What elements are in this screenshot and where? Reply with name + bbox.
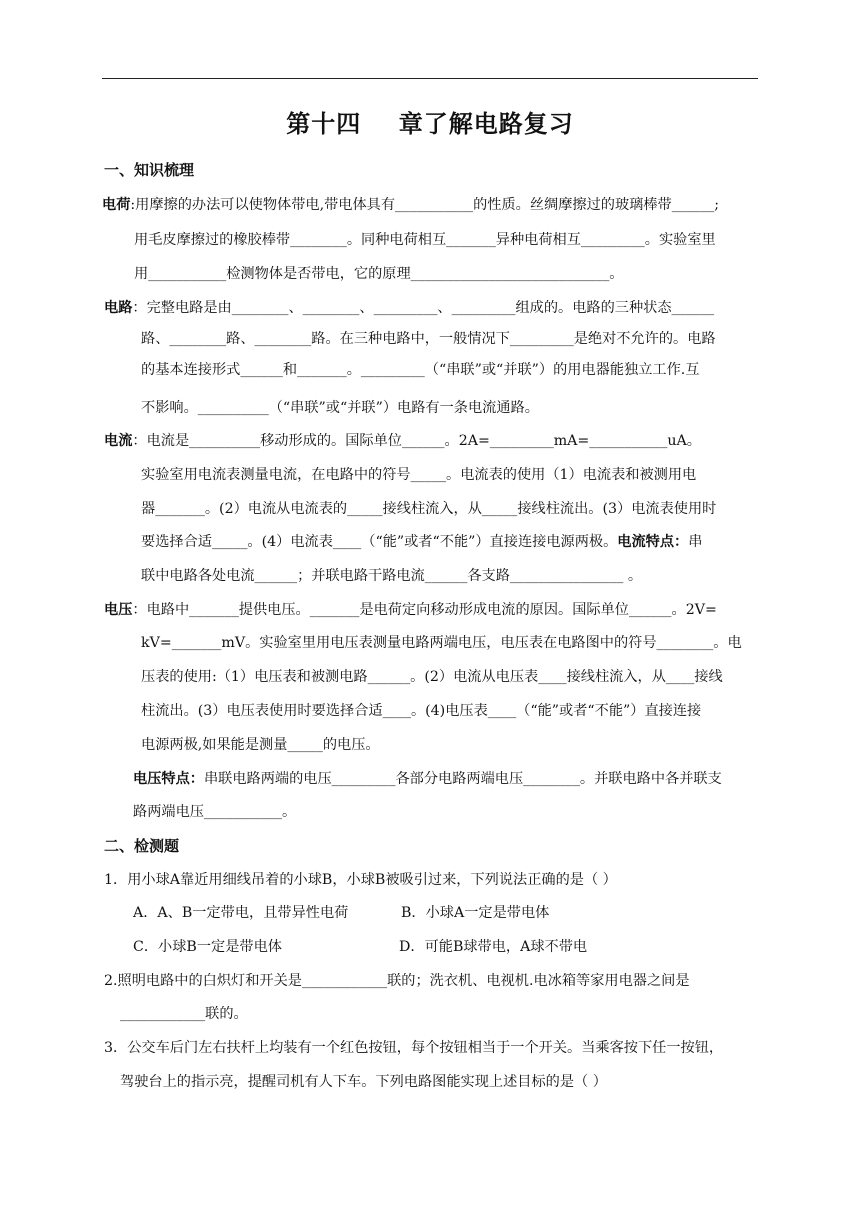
- section-heading: 二、检测题: [104, 837, 180, 855]
- paragraph-line: 电源两极,如果能是测量_____的电压。: [141, 737, 380, 753]
- paragraph-line: 联中电路各处电流______；并联电路干路电流______各支路________________ 。: [141, 568, 643, 584]
- paragraph-line: 路、________路、________路。在三种电路中，一般情况下_________是绝对不允许的。电路: [141, 331, 716, 347]
- term-label: 电压: [104, 602, 133, 618]
- paragraph-line: 压表的使用:（1）电压表和被测电路______。(2）电流从电压表____接线柱流入，从____接线: [141, 669, 723, 685]
- paragraph-line: 电流：电流是__________移动形成的。国际单位______。2A=_________mA=___________uA。: [104, 433, 701, 449]
- section-heading: 一、知识梳理: [104, 161, 195, 179]
- term-label: 电路: [104, 300, 133, 316]
- term-label: 电荷: [102, 197, 131, 213]
- header-rule: [102, 78, 758, 79]
- option-b: B．小球A一定是带电体: [401, 905, 550, 921]
- paragraph-line: 用___________检测物体是否带电，它的原理____________________________。: [134, 266, 624, 282]
- feature-label: 电压特点：: [133, 771, 204, 787]
- paragraph-line: 不影响。__________（“串联”或“并联”）电路有一条电流通路。: [141, 400, 539, 416]
- question-stem: 3．公交车后门左右扶杆上均装有一个红色按钮，每个按钮相当于一个开关。当乘客按下任一按钮，: [104, 1040, 724, 1056]
- option-a: A．A、B一定带电，且带异性电荷: [133, 905, 349, 921]
- paragraph-line: 要选择合适_____。(4）电流表____（“能”或者“不能”）直接连接电源两极。电流特点：串: [141, 534, 703, 550]
- paragraph-line: 路两端电压___________。: [133, 804, 297, 820]
- paragraph-line: kV=_______mV。实验室里用电压表测量电路两端电压，电压表在电路图中的符号________。电: [141, 635, 742, 651]
- page-title: 第十四 章了解电路复习: [286, 110, 574, 138]
- paragraph-line: 的基本连接形式______和_______。_________（“串联”或“并联”）的用电器能独立工作.互: [141, 362, 700, 378]
- question-stem: 2.照明电路中的白炽灯和开关是____________联的；洗衣机、电视机.电冰箱等家用电器之间是: [104, 973, 690, 989]
- question-stem: 1．用小球A靠近用细线吊着的小球B，小球B被吸引过来，下列说法正确的是（ ）: [104, 872, 617, 888]
- paragraph-line: 器_______。(2）电流从电流表的_____接线柱流入，从_____接线柱流出。(3）电流表使用时: [141, 501, 717, 517]
- question-line: ____________联的。: [120, 1006, 248, 1022]
- paragraph-line: 柱流出。(3）电压表使用时要选择合适____。(4)电压表____（“能”或者“不能”）直接连接: [141, 703, 702, 719]
- paragraph-line: 用毛皮摩擦过的橡胶棒带________。同种电荷相互_______异种电荷相互_________。实验室里: [134, 232, 716, 248]
- question-line: 驾驶台上的指示亮，提醒司机有人下车。下列电路图能实现上述目标的是（ ）: [120, 1074, 607, 1090]
- paragraph-line: 电荷:用摩擦的办法可以使物体带电,带电体具有___________的性质。丝绸摩擦过的玻璃棒带______;: [102, 197, 720, 213]
- option-c: C．小球B一定是带电体: [133, 939, 282, 955]
- paragraph-line: 电压特点：串联电路两端的电压_________各部分电路两端电压________。并联电路中各并联支: [133, 771, 722, 787]
- option-d: D．可能B球带电，A球不带电: [399, 939, 588, 955]
- term-label: 电流: [104, 433, 133, 449]
- feature-label: 电流特点：: [617, 534, 689, 550]
- paragraph-line: 实验室用电流表测量电流，在电路中的符号_____。电流表的使用（1）电流表和被测用电: [141, 467, 697, 483]
- paragraph-line: 电压：电路中_______提供电压。_______是电荷定向移动形成电流的原因。国际单位______。2V=: [104, 602, 717, 618]
- paragraph-line: 电路：完整电路是由________、________、_________、_________组成的。电路的三种状态______: [104, 300, 715, 316]
